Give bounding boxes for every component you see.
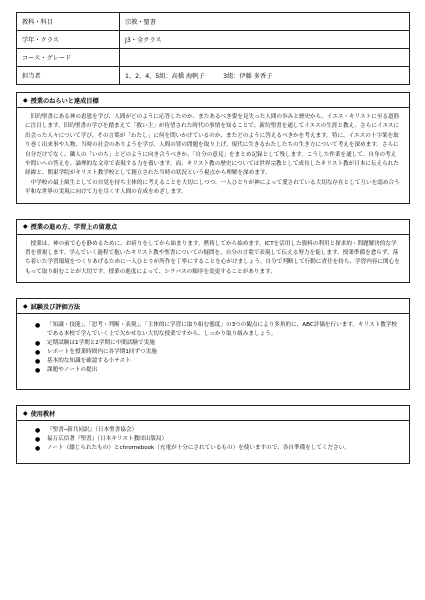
info-value: [120, 49, 410, 67]
list-item: ● 福万広信著『聖書』（日本キリスト教団出版局）: [35, 436, 168, 444]
list-item: ● 『聖書─新共同訳』（日本聖書協会）: [35, 427, 138, 435]
info-row-course: [17, 49, 410, 67]
materials-section-header: [16, 405, 410, 421]
info-row-teacher: [17, 67, 410, 85]
info-value: 宗教・聖書: [120, 13, 410, 31]
evaluation-section-body: [16, 314, 410, 390]
goals-section-header: [16, 92, 410, 108]
bullet-icon: ●: [35, 340, 41, 348]
course-info-table: [16, 12, 410, 85]
bullet-icon: ●: [35, 322, 41, 330]
info-value: J3・全クラス: [120, 31, 410, 49]
bullet-icon: ●: [35, 427, 41, 435]
info-row-grade: [17, 31, 410, 49]
bullet-icon: ●: [35, 349, 41, 357]
info-value: 1、2、4、5組：高橋 海帆子 3組：伊藤 多香子: [120, 67, 410, 85]
diamond-icon: ◆: [23, 409, 28, 417]
bullet-icon: ●: [35, 445, 41, 453]
info-key: 教科・科目: [17, 13, 120, 31]
info-key: 学年・クラス: [17, 31, 120, 49]
method-section-header: [16, 219, 410, 235]
goals-title: 授業のねらいと達成目標: [30, 97, 99, 105]
materials-title: 使用教材: [30, 410, 56, 418]
list-item: ● 「知識・技能」、「思考・判断・表現」、「主体的に学習に取り組む態度」の3つの観点により多角的に、ABC評価を行います。キリスト教学校である本校で学んでいく上で欠かせない大切な授業ですから、しっかり取り組みましょう。: [35, 322, 398, 338]
materials-section-body: [16, 421, 410, 464]
diamond-icon: ◆: [23, 302, 28, 310]
method-paragraph: 授業は、神の前で心を静めるために、お祈りをしてから始まります。黙祷してから始めます。ICTを活用した資料の利用と探求的・問題解決的な学習を重視します。学んでいく過程で抱いたキリスト教や聖書についての疑問を、自分の言葉で表現して伝える努力を促します。授業準備を怠らず、落ち着いた学習環境をつくりあげるために一人ひとりが所作を丁寧にすることを心がけましょう。自分で判断して行動に責任を持ち、学習内容に関心をもって取り組むことが大切です。授業の進度によって、シラバスの順序を変更することがあります。: [25, 240, 400, 275]
info-row-subject: [17, 13, 410, 31]
bullet-icon: ●: [35, 436, 41, 444]
list-item: ● ノート（綴じられたもの）とchromebook（充電が十分にされているもの）を使いますので、各自準備をしてください。: [35, 445, 350, 453]
materials-list: [25, 426, 401, 453]
goals-paragraph: 中学校の最上級生としての自覚を持ち主体的に考えることを大切にしつつ、一人ひとりが神によって愛されている大切な存在として互いを認め合う平和な世界の実現に向けて力を尽くす人間の育成をめざします。: [25, 179, 400, 196]
evaluation-title: 試験及び評価方法: [30, 303, 81, 311]
bullet-icon: ●: [35, 358, 41, 366]
list-item: ● 課題やノートの提出: [35, 367, 98, 375]
method-section-body: [16, 235, 410, 284]
method-title: 授業の進め方、学習上の留意点: [30, 224, 118, 232]
bullet-icon: ●: [35, 367, 41, 375]
diamond-icon: ◆: [23, 223, 28, 231]
list-item: ● 定期試験は1学期と2学期に中間試験で実施: [35, 340, 155, 348]
info-key: 担当者: [17, 67, 120, 85]
info-key: コース・グレード: [17, 49, 120, 67]
evaluation-section-header: [16, 298, 410, 314]
evaluation-list: [25, 321, 401, 375]
list-item: ● レポートを授業時間内に各学期1回ずつ実施: [35, 349, 157, 357]
syllabus-page: [16, 12, 410, 464]
list-item: ● 基本的な知識を確認する小テスト: [35, 358, 131, 366]
diamond-icon: ◆: [23, 96, 28, 104]
goals-paragraph: 旧約聖書にある神の恵恩を学び、人間がどのように応答したのか、またあるべき姿を見失った人間の歩みと歴史から、イエス・キリストに至る道筋に注目します。旧約聖書の学びを踏まえて「救い主」が待望された時代の事情を知ることで、新約聖書を通してイエスの生涯と教え、さらにイエスに出会った人々について学び、その言葉が「わたし」に何を問いかけているのか、またどのように答えるべきかを考えます。特に、イエスの十字架を取り巻く出来事や人物、当時の社会のありようを学び、人間の罪の問題を取り上げ、現代に生きるわたしたちの生き方について考えを深めます。さらに自分だけでなく、隣人の「いのち」とどのように向き合うべきか、「自分の意見」をまとめ記録として残します。こうした作業を通して、自身の考えや問いへの答えを、論理的な文章で表現する力を養います。而、キリスト教の歴史については世界宗教として成長したキリスト教が日本に伝えられた経緯と、関東学院がキリスト教学校として創立された当時の状況という視点から理解を深めます。: [25, 114, 400, 177]
goals-section-body: [16, 108, 410, 204]
